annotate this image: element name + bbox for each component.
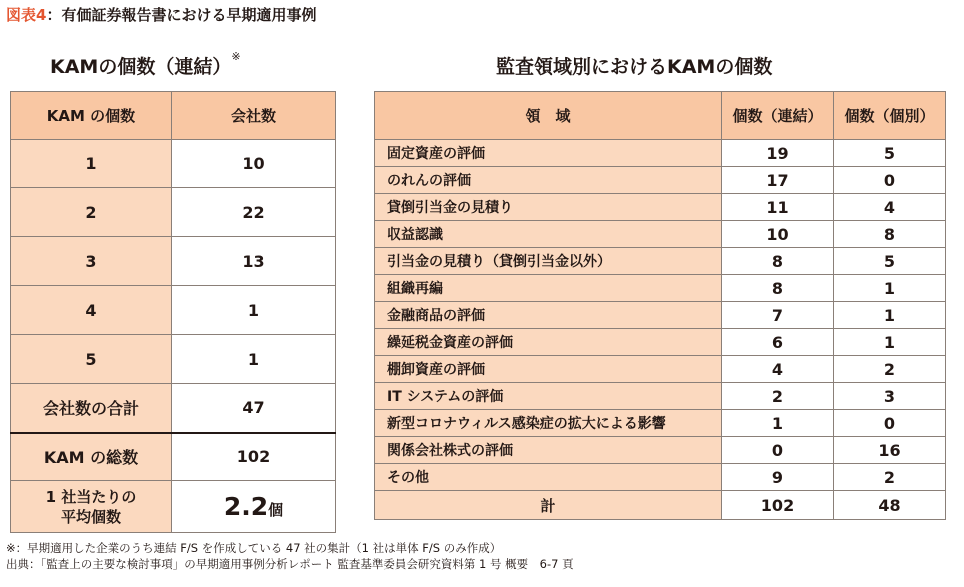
consolidated-cell: 10 (722, 221, 834, 248)
domain-title: 監査領域別におけるKAMの個数 (496, 56, 773, 78)
individual-cell: 0 (834, 167, 946, 194)
consolidated-cell: 2 (722, 383, 834, 410)
domain-table (374, 91, 946, 520)
table-row (375, 275, 946, 302)
table-row (375, 221, 946, 248)
individual-cell: 3 (834, 383, 946, 410)
individual-cell: 5 (834, 248, 946, 275)
table-row (375, 302, 946, 329)
column-header: 個数（連結） (722, 92, 834, 140)
consolidated-cell: 9 (722, 464, 834, 491)
table-row (375, 329, 946, 356)
kam-count-title (50, 52, 241, 79)
individual-cell: 2 (834, 464, 946, 491)
area-cell: 繰延税金資産の評価 (375, 329, 722, 356)
individual-cell: 8 (834, 221, 946, 248)
consolidated-cell: 4 (722, 356, 834, 383)
figure-label: 図表4 (6, 6, 47, 24)
area-cell: のれんの評価 (375, 167, 722, 194)
company-count-cell: 1 (172, 286, 336, 335)
column-header: 会社数 (172, 92, 336, 140)
kam-count-cell: 2 (11, 188, 172, 237)
average-row (11, 481, 336, 533)
table-row (11, 188, 336, 237)
individual-cell: 5 (834, 140, 946, 167)
figure-title (6, 4, 316, 25)
consolidated-cell: 17 (722, 167, 834, 194)
consolidated-cell: 7 (722, 302, 834, 329)
area-cell: 貸倒引当金の見積り (375, 194, 722, 221)
table-row (375, 410, 946, 437)
consolidated-cell: 0 (722, 437, 834, 464)
kam-count-cell: 5 (11, 335, 172, 384)
kam-total-label: KAM の総数 (11, 433, 172, 481)
company-count-cell: 22 (172, 188, 336, 237)
total-row (11, 384, 336, 433)
individual-cell: 1 (834, 275, 946, 302)
consolidated-cell: 8 (722, 248, 834, 275)
table-row (375, 383, 946, 410)
kam-count-cell: 3 (11, 237, 172, 286)
consolidated-cell: 19 (722, 140, 834, 167)
total-row (375, 491, 946, 520)
kam-count-title-text: KAMの個数（連結） (50, 56, 232, 78)
table-header-row (11, 92, 336, 140)
table-row (375, 194, 946, 221)
footnote: ※：早期適用した企業のうち連結 F/S を作成している 47 社の集計（1 社は単体 F/S のみ作成） (6, 541, 502, 555)
column-header: 個数（個別） (834, 92, 946, 140)
table-header-row (375, 92, 946, 140)
table-row (11, 237, 336, 286)
table-row (11, 140, 336, 188)
individual-cell: 4 (834, 194, 946, 221)
total-consolidated: 102 (722, 491, 834, 520)
kam-count-cell: 4 (11, 286, 172, 335)
area-cell: IT システムの評価 (375, 383, 722, 410)
table-row (375, 356, 946, 383)
column-header: KAM の個数 (11, 92, 172, 140)
table-row (375, 167, 946, 194)
area-cell: 棚卸資産の評価 (375, 356, 722, 383)
individual-cell: 2 (834, 356, 946, 383)
average-label-line1: 1 社当たりの (45, 487, 137, 506)
area-cell: 収益認識 (375, 221, 722, 248)
table-row (375, 464, 946, 491)
average-label-line2: 平均個数 (60, 507, 121, 526)
consolidated-cell: 11 (722, 194, 834, 221)
kam-count-title-mark: ※ (231, 50, 241, 63)
consolidated-cell: 8 (722, 275, 834, 302)
table-row (375, 248, 946, 275)
individual-cell: 0 (834, 410, 946, 437)
table-row (375, 437, 946, 464)
average-cell (172, 481, 336, 533)
table-row (375, 140, 946, 167)
source-note: 出典：「監査上の主要な検討事項」の早期適用事例分析レポート 監査基準委員会研究資料第 1 号 概要 6-7 頁 (6, 557, 574, 571)
total-individual: 48 (834, 491, 946, 520)
figure-title-text: 有価証券報告書における早期適用事例 (61, 6, 317, 24)
kam-total-value: 102 (172, 433, 336, 481)
table-row (11, 335, 336, 384)
notes (6, 540, 574, 572)
average-unit: 個 (268, 501, 284, 519)
individual-cell: 1 (834, 302, 946, 329)
company-count-cell: 1 (172, 335, 336, 384)
total-value: 47 (172, 384, 336, 433)
individual-cell: 16 (834, 437, 946, 464)
area-cell: その他 (375, 464, 722, 491)
area-cell: 新型コロナウィルス感染症の拡大による影響 (375, 410, 722, 437)
area-cell: 金融商品の評価 (375, 302, 722, 329)
area-cell: 組織再編 (375, 275, 722, 302)
average-label (11, 481, 172, 533)
kam-count-table (10, 91, 336, 533)
consolidated-cell: 6 (722, 329, 834, 356)
total-label: 計 (375, 491, 722, 520)
individual-cell: 1 (834, 329, 946, 356)
average-value: 2.2 (223, 492, 269, 521)
kam-total-row (11, 433, 336, 481)
consolidated-cell: 1 (722, 410, 834, 437)
company-count-cell: 10 (172, 140, 336, 188)
table-row (11, 286, 336, 335)
kam-count-cell: 1 (11, 140, 172, 188)
total-label: 会社数の合計 (11, 384, 172, 433)
company-count-cell: 13 (172, 237, 336, 286)
figure-separator: ： (46, 6, 62, 24)
column-header: 領 域 (375, 92, 722, 140)
area-cell: 固定資産の評価 (375, 140, 722, 167)
area-cell: 引当金の見積り（貸倒引当金以外） (375, 248, 722, 275)
area-cell: 関係会社株式の評価 (375, 437, 722, 464)
